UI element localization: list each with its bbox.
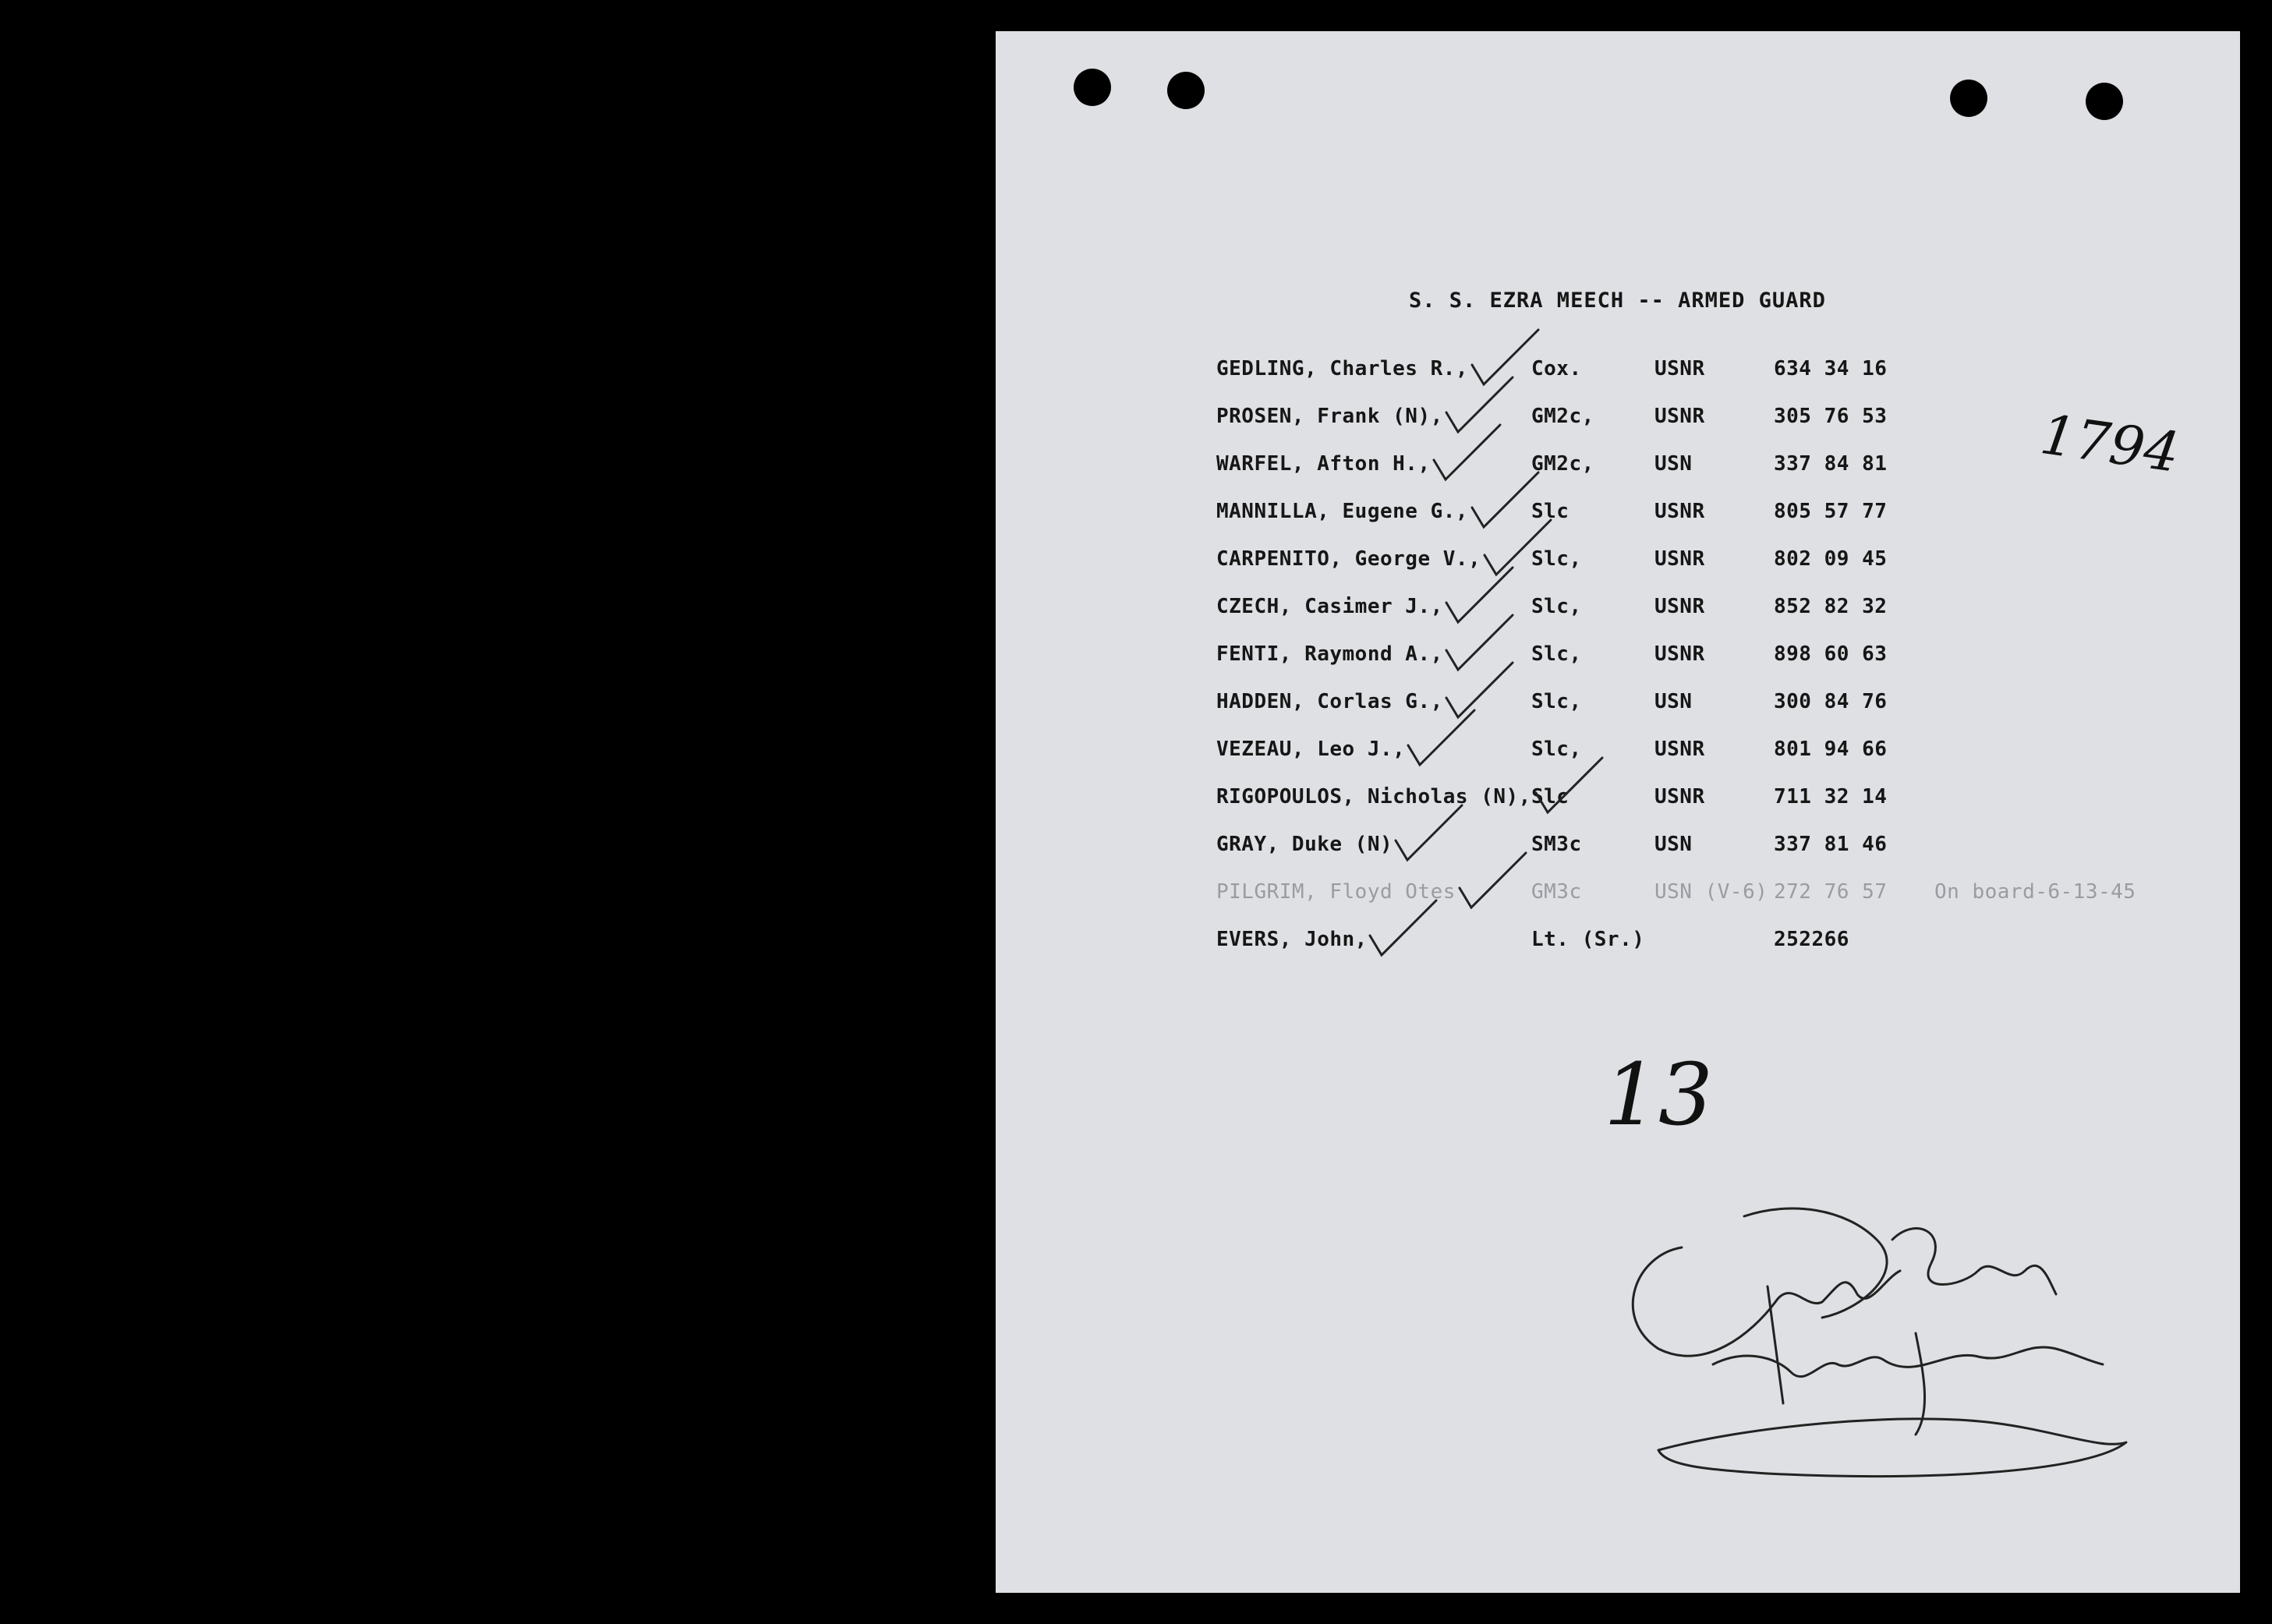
crew-name: WARFEL, Afton H., (1216, 452, 1431, 476)
crew-rating: Slc, (1531, 690, 1582, 713)
crew-name: EVERS, John, (1216, 928, 1368, 951)
crew-service: USNR (1654, 642, 1705, 666)
crew-rating: SM3c (1531, 833, 1582, 856)
crew-rating: GM2c, (1531, 452, 1594, 476)
crew-service: USN (1654, 833, 1693, 856)
crew-rating: Slc (1531, 785, 1570, 808)
punch-hole (1167, 72, 1205, 109)
crew-name: VEZEAU, Leo J., (1216, 738, 1406, 761)
crew-service: USN (1654, 452, 1693, 476)
crew-number: 252266 (1774, 928, 1849, 951)
punch-hole (1950, 80, 1987, 117)
crew-rating: Lt. (Sr.) (1531, 928, 1645, 951)
crew-service: USNR (1654, 405, 1705, 428)
handwritten-signature (1588, 1154, 2134, 1497)
crew-name: PROSEN, Frank (N), (1216, 405, 1443, 428)
crew-name: RIGOPOULOS, Nicholas (N), (1216, 785, 1531, 808)
crew-number: 337 81 46 (1774, 833, 1888, 856)
crew-number: 802 09 45 (1774, 547, 1888, 571)
crew-number: 801 94 66 (1774, 738, 1888, 761)
crew-service: USNR (1654, 357, 1705, 380)
check-mark-icon (1528, 750, 1614, 820)
check-mark-icon (1362, 893, 1448, 963)
crew-name: FENTI, Raymond A., (1216, 642, 1443, 666)
crew-service: USNR (1654, 738, 1705, 761)
punch-hole (1074, 69, 1111, 106)
crew-service: USN (V-6) (1654, 880, 1768, 904)
crew-number: 711 32 14 (1774, 785, 1888, 808)
crew-note: On board-6-13-45 (1934, 880, 2136, 904)
crew-rating: Slc, (1531, 738, 1582, 761)
crew-name: MANNILLA, Eugene G., (1216, 500, 1469, 523)
crew-service: USNR (1654, 547, 1705, 571)
crew-rating: GM3c (1531, 880, 1582, 904)
crew-number: 634 34 16 (1774, 357, 1888, 380)
crew-name: CZECH, Casimer J., (1216, 595, 1443, 618)
handwritten-count: 13 (1604, 1045, 1713, 1145)
crew-number: 805 57 77 (1774, 500, 1888, 523)
crew-rating: Slc, (1531, 595, 1582, 618)
crew-number: 898 60 63 (1774, 642, 1888, 666)
crew-name: GRAY, Duke (N) (1216, 833, 1393, 856)
document-page (996, 31, 2240, 1593)
punch-hole (2086, 83, 2123, 120)
crew-rating: Cox. (1531, 357, 1582, 380)
handwritten-file-number: 1794 (2037, 402, 2183, 485)
crew-rating: GM2c, (1531, 405, 1594, 428)
crew-rating: Slc, (1531, 547, 1582, 571)
crew-name: HADDEN, Corlas G., (1216, 690, 1443, 713)
crew-name: GEDLING, Charles R., (1216, 357, 1469, 380)
crew-rating: Slc, (1531, 642, 1582, 666)
crew-service: USNR (1654, 785, 1705, 808)
crew-number: 300 84 76 (1774, 690, 1888, 713)
crew-service: USNR (1654, 500, 1705, 523)
check-mark-icon (1400, 702, 1486, 773)
crew-name: PILGRIM, Floyd Otes (1216, 880, 1456, 904)
crew-service: USNR (1654, 595, 1705, 618)
crew-number: 305 76 53 (1774, 405, 1888, 428)
crew-number: 337 84 81 (1774, 452, 1888, 476)
check-mark-icon (1452, 845, 1538, 915)
document-title: S. S. EZRA MEECH -- ARMED GUARD (1409, 288, 1826, 313)
crew-number: 272 76 57 (1774, 880, 1888, 904)
crew-service: USN (1654, 690, 1693, 713)
crew-number: 852 82 32 (1774, 595, 1888, 618)
crew-name: CARPENITO, George V., (1216, 547, 1481, 571)
crew-rating: Slc (1531, 500, 1570, 523)
